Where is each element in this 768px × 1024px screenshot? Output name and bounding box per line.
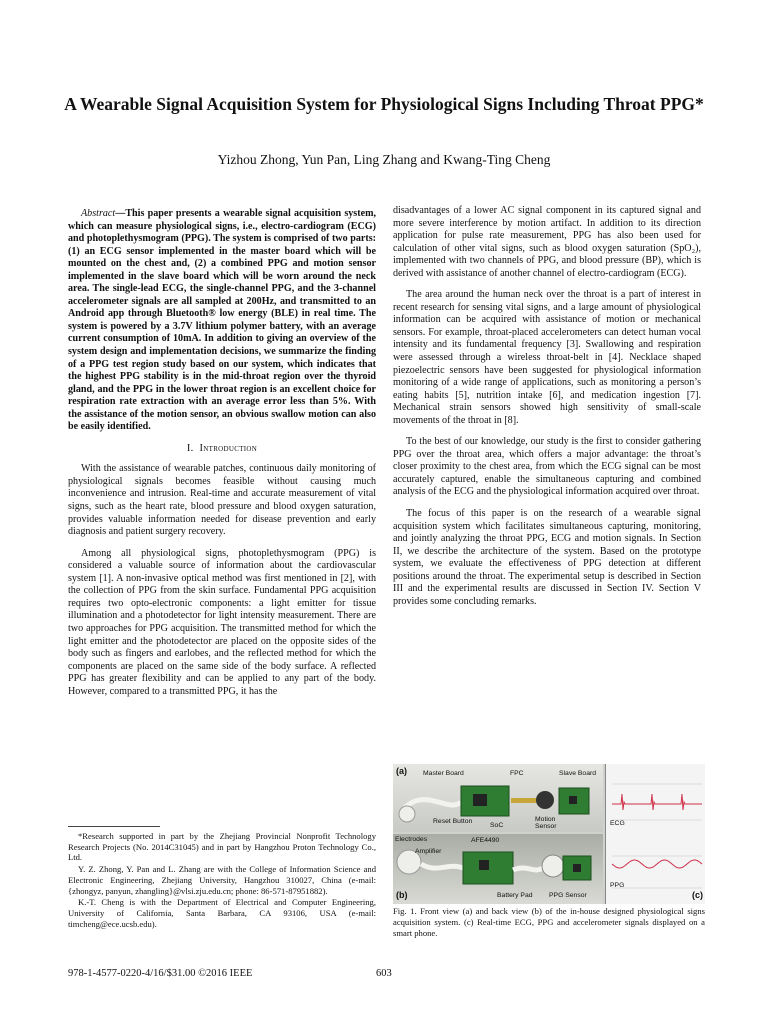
label-electrodes: Electrodes <box>395 836 428 843</box>
figure-caption: Fig. 1. Front view (a) and back view (b) of the in-house designed physiological signs acquisition system. (c) Real-time ECG, PPG and accelerometer signals displayed on a smart phone. <box>393 906 705 938</box>
label-soc: SoC <box>490 822 504 829</box>
abstract-dash: — <box>115 208 126 219</box>
cable-back <box>421 864 463 868</box>
footnote-rule <box>68 826 160 827</box>
label-master-board: Master Board <box>423 770 464 777</box>
ppg-trace <box>612 860 702 868</box>
label-afe4490: AFE4490 <box>471 837 500 844</box>
paragraph: To the best of our knowledge, our study is the first to consider gathering PPG over the throat area, which offers a major advantage: the throat’s closer proximity to the chest area, from which the ECG signal can be most accurately captured, enable the simultaneous capturing and combined analysis of the ECG and the physiological information acquired over throat. <box>393 436 701 498</box>
author-list: Yizhou Zhong, Yun Pan, Ling Zhang and Kwang-Ting Cheng <box>217 152 551 167</box>
electrode-left <box>399 806 415 822</box>
ppg-sensor-chip <box>573 864 581 872</box>
label-fpc: FPC <box>510 770 524 777</box>
label-battery-pad: Battery Pad <box>497 892 533 899</box>
paragraph: disadvantages of a lower AC signal component in its captured signal and more severe interference by motion artifact. In addition to its direction application for pulse rate measurement, PPG has also been used for calculation of other vital signs, such as blood oxygen saturation (SpO₂), implemented with two channels of PPG, and blood pressure (BP), which is derived with assistance of another channel of electro-cardiogram (ECG). <box>393 205 701 279</box>
left-column <box>68 208 376 707</box>
abstract-label: Abstract <box>81 208 116 219</box>
electrode-pad-right <box>542 855 564 877</box>
back-view-photo <box>393 834 603 904</box>
right-column <box>393 205 701 617</box>
phone-screen <box>605 764 705 904</box>
label-a: (a) <box>396 766 407 776</box>
label-b: (b) <box>396 890 408 900</box>
footnote: *Research supported in part by the Zhejiang Provincial Nonprofit Technology Research Projects (No. 2014C31045) and in part by Hangzhou Proton Technology Co., Ltd. <box>68 831 376 863</box>
label-c: (c) <box>692 890 703 900</box>
label-amplifier: Amplifier <box>415 848 442 855</box>
abstract-text: This paper presents a wearable signal acquisition system, which can measure physiological signs, i.e., electro-cardiogram (ECG) and photoplethysmogram (PPG). The system is comprised of two parts: (1) an ECG sensor implemented in the master board which will be mounted on the chest and, (2) a combined PPG and motion sensor implemented in the slave board which will be worn around the neck area. The single-lead ECG, the single-channel PPG, and the 3-channel accelerometer signals are all sampled at 200Hz, and transmitted to an Android app through Bluetooth® low energy (BLE) in real time. The system is powered by a 3.7V lithium polymer battery, with an average current consumption of 10mA. In addition to giving an overview of the system design and implementation decisions, we summarize the finding of a PPG test region study based on our system, which indicates that the highest PPG stability is in the mid-throat region over the thyroid gland, and the PPG in the lower throat region is an excellent choice for respiration rate extraction with an average error less than 5%. With the assistance of the motion sensor, an obvious swallow motion can also be easily identified. <box>68 208 376 433</box>
section-title: Introduction <box>199 442 258 454</box>
front-view-photo <box>393 764 603 832</box>
copyright-line: 978-1-4577-0220-4/16/$31.00 ©2016 IEEE <box>68 968 253 979</box>
paragraph: With the assistance of wearable patches, continuous daily monitoring of physiological signals becomes feasible without causing much inconvenience and intrusion. Real-time and accurate measurement of vital signs, such as the heart rate, blood pressure and blood oxygen saturation, provides valuable information needed for disease prevention and early diagnosis and patient surgery recovery. <box>68 463 376 538</box>
footnote: Y. Z. Zhong, Y. Pan and L. Zhang are with the College of Information Science and Electronic Engineering, Zhejiang University, Hangzhou 310027, China (e-mail: {zhongyz, panyun, zhangling}@vlsi.zju.edu.cn; phone: 86-571-87951882). <box>68 864 376 896</box>
electrode-connector <box>536 791 554 809</box>
page-number: 603 <box>376 968 392 979</box>
section-heading <box>68 443 376 456</box>
paragraph: The focus of this paper is on the research of a wearable signal acquisition system which facilitates simultaneous capturing, monitoring, and jointly analyzing the throat PPG, ECG and motion signals. In Section II, we describe the architecture of the system. Based on the prototype system, we evaluate the effectiveness of PPG detection at different positions around the throat. The experimental setup is described in Section III and the experimental results are discussed in Section IV. Section V provides some concluding remarks. <box>393 508 701 607</box>
paper-title: A Wearable Signal Acquisition System for Physiological Signs Including Throat PPG* <box>64 94 704 114</box>
motion-sensor-chip <box>569 796 577 804</box>
footnote: K.-T. Cheng is with the Department of Electrical and Computer Engineering, University of California, Santa Barbara, CA 93106, USA (e-mail: timcheng@ece.ucsb.edu). <box>68 897 376 929</box>
label-ppg-sensor: PPG Sensor <box>549 892 587 899</box>
abstract <box>68 208 376 434</box>
label-reset-button: Reset Button <box>433 818 473 825</box>
paragraph: The area around the human neck over the throat is a part of interest in recent research for sensing vital signs, and a large amount of physiological information can be acquired with assistance of motion or mechanical sensors. For example, throat-placed accelerometers can detect human vocal intensity and its fundamental frequency [3]. Swallowing and respiration were assessed through a wireless throat-belt in [4]. Necklace shaped piezoelectric sensors have been suggested for physiological information monitoring of a wide range of applications, such as monitoring a person’s eating habits [5], nutrition intake [6], and medication ingestion [7]. Mechanical strain sensors showed high sensitivity of small-scale movements of the throat in [8]. <box>393 289 701 426</box>
section-number: I. <box>186 442 194 454</box>
label-ppg: PPG <box>610 882 625 889</box>
label-ecg: ECG <box>610 820 625 827</box>
soc-chip <box>473 794 487 806</box>
cable-middle <box>513 868 543 870</box>
afe4490-chip <box>479 860 489 870</box>
footnotes <box>68 826 376 930</box>
label-motion-sensor: Motion Sensor <box>535 816 557 830</box>
figure-1 <box>393 764 705 904</box>
paragraph: Among all physiological signs, photoplethysmogram (PPG) is considered a valuable source of information about the cardiovascular system [1]. A non-invasive optical method was first mentioned in [2], with the collection of PPG from the skin surface. Fundamental PPG acquisition requires two opto-electronic components: a light emitter for tissue illumination and a photodetector for light intensity measurement. There are two approaches for PPG acquisition. The transmitted method for which the light emitter and the photodetector are placed on the opposite sides of the body such as fingers and earlobes, and the reflected method for which the components are placed on the same side of the body surface. A reflected PPG has greater flexibility and can be applied to any part of the body. However, compared to a transmitted PPG, it has the <box>68 547 376 697</box>
ecg-trace <box>612 794 702 810</box>
label-slave-board: Slave Board <box>559 770 597 777</box>
